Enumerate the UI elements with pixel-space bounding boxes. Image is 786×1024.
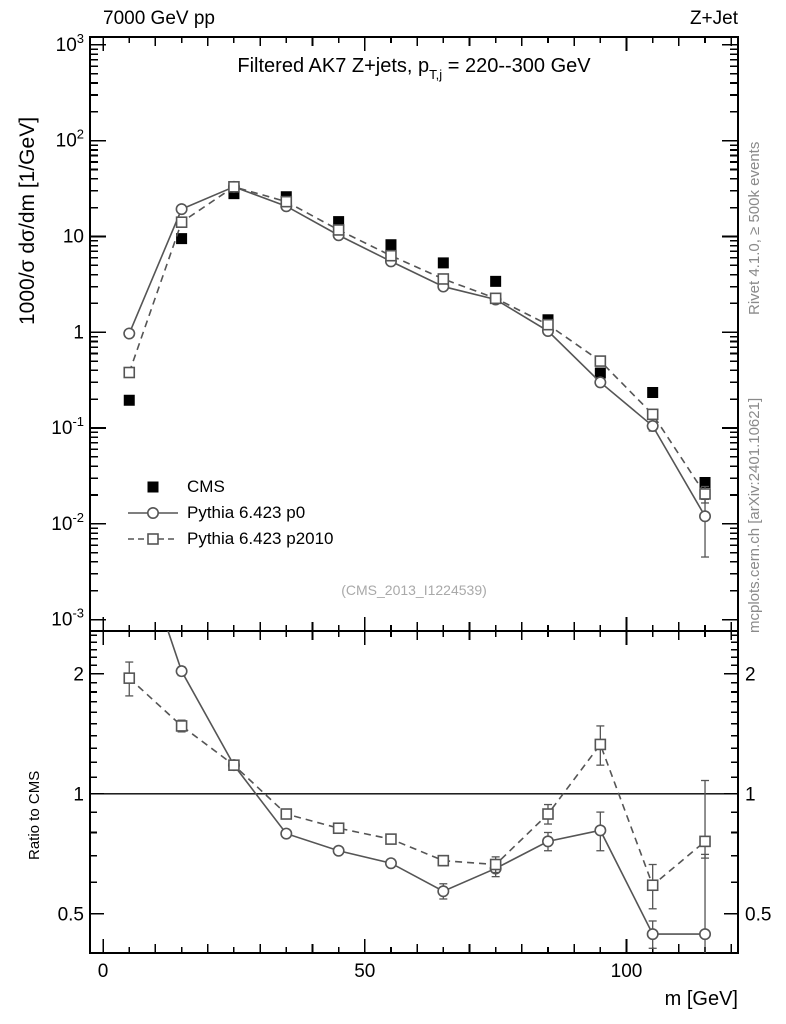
x-tick-label: 100: [610, 961, 643, 982]
x-tick-label: 50: [354, 961, 376, 982]
legend-label-cms: CMS: [187, 477, 225, 496]
cms-marker-icon: [128, 479, 178, 495]
legend: [128, 474, 334, 552]
y-axis-label: 1000/σ dσ/dm [1/GeV]: [16, 116, 39, 325]
x-axis-label: m [GeV]: [664, 988, 738, 1010]
y-tick-label: $10^{-2}$: [51, 509, 84, 535]
ratio-axis-label: Ratio to CMS: [26, 770, 43, 860]
plot-title-prefix: Filtered AK7 Z+jets, p: [237, 55, 430, 77]
ratio-tick-label-left: 1: [73, 784, 84, 806]
ratio-tick-label-right: 0.5: [745, 904, 772, 926]
y-tick-label: $10^{-3}$: [51, 605, 84, 631]
legend-row-cms: [128, 474, 334, 500]
x-tick-label: 0: [97, 961, 109, 982]
legend-label-pythia-p2010: Pythia 6.423 p2010: [187, 529, 334, 548]
pythia-p2010-marker-icon: [128, 531, 178, 547]
site-note: mcplots.cern.ch [arXiv:2401.10621]: [746, 397, 763, 633]
plot-title: [90, 55, 738, 82]
series-pythia-6-423-p0-ratio: [124, 499, 710, 1005]
process-label: Z+Jet: [689, 8, 738, 29]
legend-row-pythia-p2010: [128, 526, 334, 552]
ratio-tick-label-right: 2: [745, 664, 756, 686]
analysis-watermark: (CMS_2013_I1224539): [341, 582, 487, 598]
y-tick-label: 10: [62, 226, 84, 248]
pythia-p0-marker-icon: [128, 505, 178, 521]
ratio-tick-label-right: 1: [745, 784, 756, 806]
y-tick-label: $10^{-1}$: [51, 414, 84, 440]
ratio-panel-frame: [90, 631, 738, 953]
generator-note: Rivet 4.1.0, ≥ 500k events: [746, 141, 763, 315]
series-pythia-6-423-p2010: [124, 182, 710, 503]
series-cms: [124, 188, 711, 488]
plot-title-suffix: = 220--300 GeV: [442, 55, 591, 77]
y-tick-label: $10^2$: [55, 126, 84, 152]
y-tick-label: 1: [73, 322, 84, 344]
plot-title-subscript: T,j: [429, 67, 443, 82]
ratio-tick-label-left: 2: [73, 664, 84, 686]
series-pythia-6-423-p2010-ratio: [124, 662, 710, 909]
legend-label-pythia-p0: Pythia 6.423 p0: [187, 503, 306, 522]
y-tick-label: $10^3$: [55, 30, 84, 56]
beam-energy-label: 7000 GeV pp: [103, 8, 215, 29]
ratio-tick-label-left: 0.5: [57, 904, 84, 926]
legend-row-pythia-p0: [128, 500, 334, 526]
